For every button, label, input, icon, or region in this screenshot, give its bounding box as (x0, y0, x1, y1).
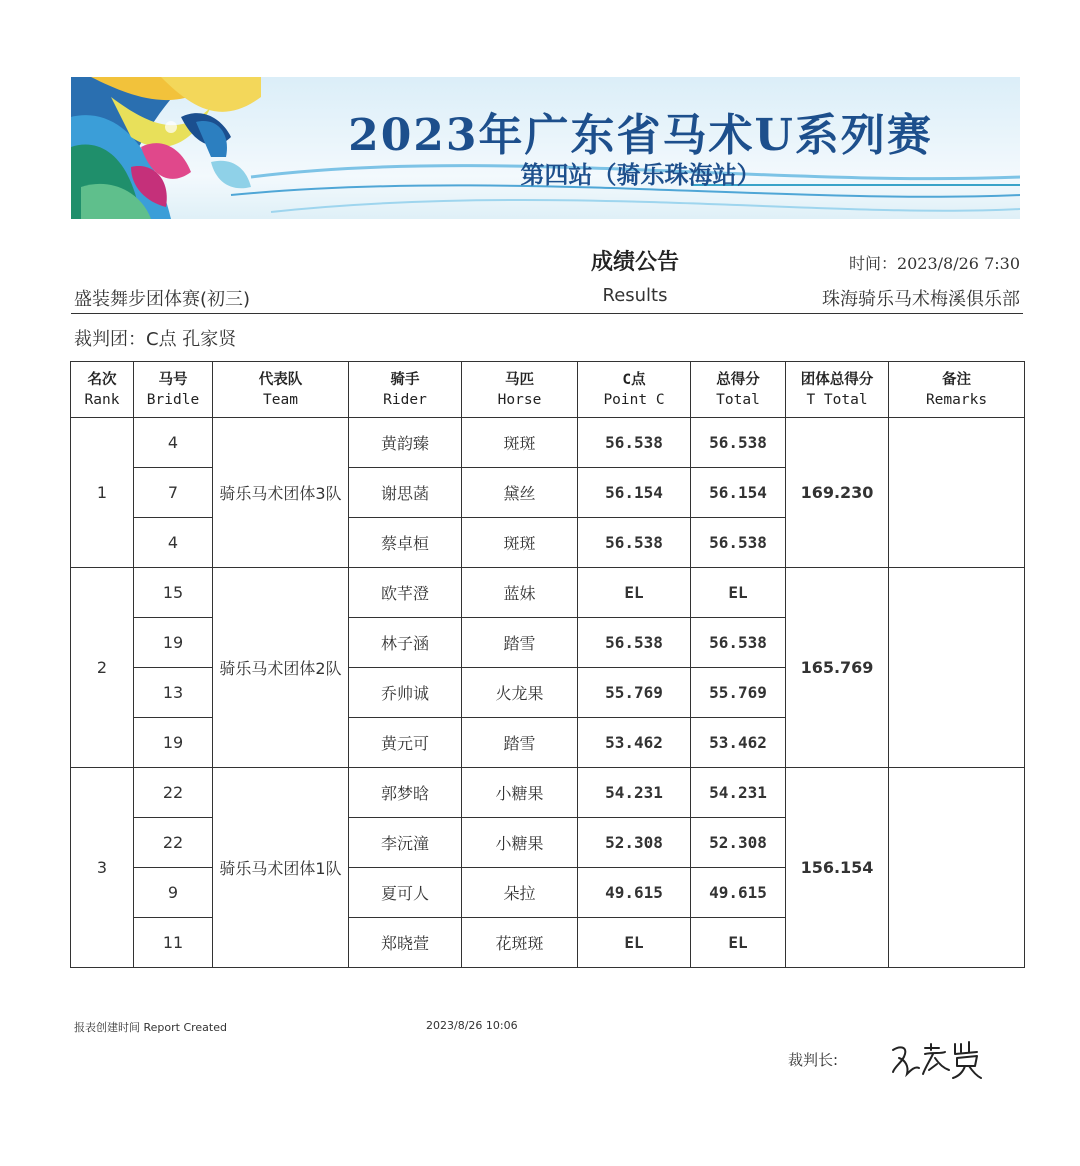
team-cell: 骑乐马术团体2队 (213, 568, 349, 768)
header-banner (71, 77, 1020, 219)
col-header-rider: 骑手 Rider (349, 362, 462, 418)
report-created-time: 2023/8/26 10:06 (426, 1019, 518, 1032)
rank-cell: 3 (71, 768, 134, 968)
point-c-cell: 56.538 (578, 618, 691, 668)
point-c-cell: 55.769 (578, 668, 691, 718)
rider-cell: 蔡卓桓 (349, 518, 462, 568)
col-header-remarks: 备注 Remarks (889, 362, 1025, 418)
point-c-cell: EL (578, 918, 691, 968)
report-created-label: 报表创建时间 Report Created (74, 1021, 227, 1034)
total-cell: 49.615 (691, 868, 786, 918)
table-row (71, 418, 1025, 468)
rider-cell: 林子涵 (349, 618, 462, 668)
horse-cell: 蓝妹 (462, 568, 578, 618)
point-c-cell: 52.308 (578, 818, 691, 868)
event-name: 盛装舞步团体赛(初三) (74, 289, 251, 310)
horse-cell: 小糖果 (462, 818, 578, 868)
bridle-cell: 19 (134, 618, 213, 668)
chief-judge-label: 裁判长: (788, 1051, 839, 1069)
bridle-cell: 13 (134, 668, 213, 718)
judge-panel: 裁判团：C点 孔家贤 (74, 329, 237, 350)
total-cell: 53.462 (691, 718, 786, 768)
team-cell: 骑乐马术团体1队 (213, 768, 349, 968)
total-cell: 52.308 (691, 818, 786, 868)
announcement-time: 时间：2023/8/26 7:30 (848, 254, 1020, 273)
rider-cell: 谢思菡 (349, 468, 462, 518)
rider-cell: 欧芊澄 (349, 568, 462, 618)
total-cell: 56.538 (691, 418, 786, 468)
rider-cell: 黄元可 (349, 718, 462, 768)
bridle-cell: 22 (134, 768, 213, 818)
table-row (71, 768, 1025, 818)
total-cell: 54.231 (691, 768, 786, 818)
rider-cell: 郑晓萱 (349, 918, 462, 968)
horse-cell: 火龙果 (462, 668, 578, 718)
total-cell: 56.538 (691, 518, 786, 568)
col-header-team: 代表队 Team (213, 362, 349, 418)
bridle-cell: 4 (134, 518, 213, 568)
total-cell: 55.769 (691, 668, 786, 718)
total-cell: EL (691, 568, 786, 618)
point-c-cell: 53.462 (578, 718, 691, 768)
banner-subtitle: 第四站（骑乐珠海站） (520, 160, 761, 189)
bridle-cell: 4 (134, 418, 213, 468)
rank-cell: 1 (71, 418, 134, 568)
col-header-bridle: 马号 Bridle (134, 362, 213, 418)
header-divider (71, 313, 1023, 314)
table-header-row (71, 362, 1025, 418)
col-header-total: 总得分 Total (691, 362, 786, 418)
bridle-cell: 19 (134, 718, 213, 768)
venue-name: 珠海骑乐马术梅溪俱乐部 (822, 289, 1020, 310)
team-total-cell: 169.230 (786, 418, 889, 568)
point-c-cell: 56.538 (578, 518, 691, 568)
rank-cell: 2 (71, 568, 134, 768)
col-header-point-c: C点 Point C (578, 362, 691, 418)
rider-cell: 黄韵臻 (349, 418, 462, 468)
banner-title: 2023年广东省马术U系列赛 (348, 110, 933, 161)
point-c-cell: 56.538 (578, 418, 691, 468)
bridle-cell: 15 (134, 568, 213, 618)
table-row (71, 568, 1025, 618)
rider-cell: 乔帅诚 (349, 668, 462, 718)
horse-cell: 斑斑 (462, 518, 578, 568)
total-cell: 56.538 (691, 618, 786, 668)
point-c-cell: 54.231 (578, 768, 691, 818)
bridle-cell: 22 (134, 818, 213, 868)
team-total-cell: 156.154 (786, 768, 889, 968)
point-c-cell: 49.615 (578, 868, 691, 918)
remarks-cell (889, 768, 1025, 968)
rider-cell: 夏可人 (349, 868, 462, 918)
bridle-cell: 7 (134, 468, 213, 518)
signature-image (885, 1036, 985, 1080)
team-total-cell: 165.769 (786, 568, 889, 768)
bridle-cell: 11 (134, 918, 213, 968)
remarks-cell (889, 418, 1025, 568)
rider-cell: 郭梦晗 (349, 768, 462, 818)
point-c-cell: 56.154 (578, 468, 691, 518)
remarks-cell (889, 568, 1025, 768)
point-c-cell: EL (578, 568, 691, 618)
document-title: 成绩公告 (590, 250, 679, 275)
horse-cell: 踏雪 (462, 618, 578, 668)
col-header-rank: 名次 Rank (71, 362, 134, 418)
col-header-horse: 马匹 Horse (462, 362, 578, 418)
horse-cell: 朵拉 (462, 868, 578, 918)
horse-cell: 花斑斑 (462, 918, 578, 968)
event-results-label: Results (602, 285, 668, 306)
bridle-cell: 9 (134, 868, 213, 918)
results-table (70, 361, 1025, 968)
col-header-team-total: 团体总得分 T Total (786, 362, 889, 418)
total-cell: EL (691, 918, 786, 968)
total-cell: 56.154 (691, 468, 786, 518)
horse-cell: 小糖果 (462, 768, 578, 818)
horse-cell: 黛丝 (462, 468, 578, 518)
horse-cell: 踏雪 (462, 718, 578, 768)
rider-cell: 李沅潼 (349, 818, 462, 868)
horse-cell: 斑斑 (462, 418, 578, 468)
team-cell: 骑乐马术团体3队 (213, 418, 349, 568)
